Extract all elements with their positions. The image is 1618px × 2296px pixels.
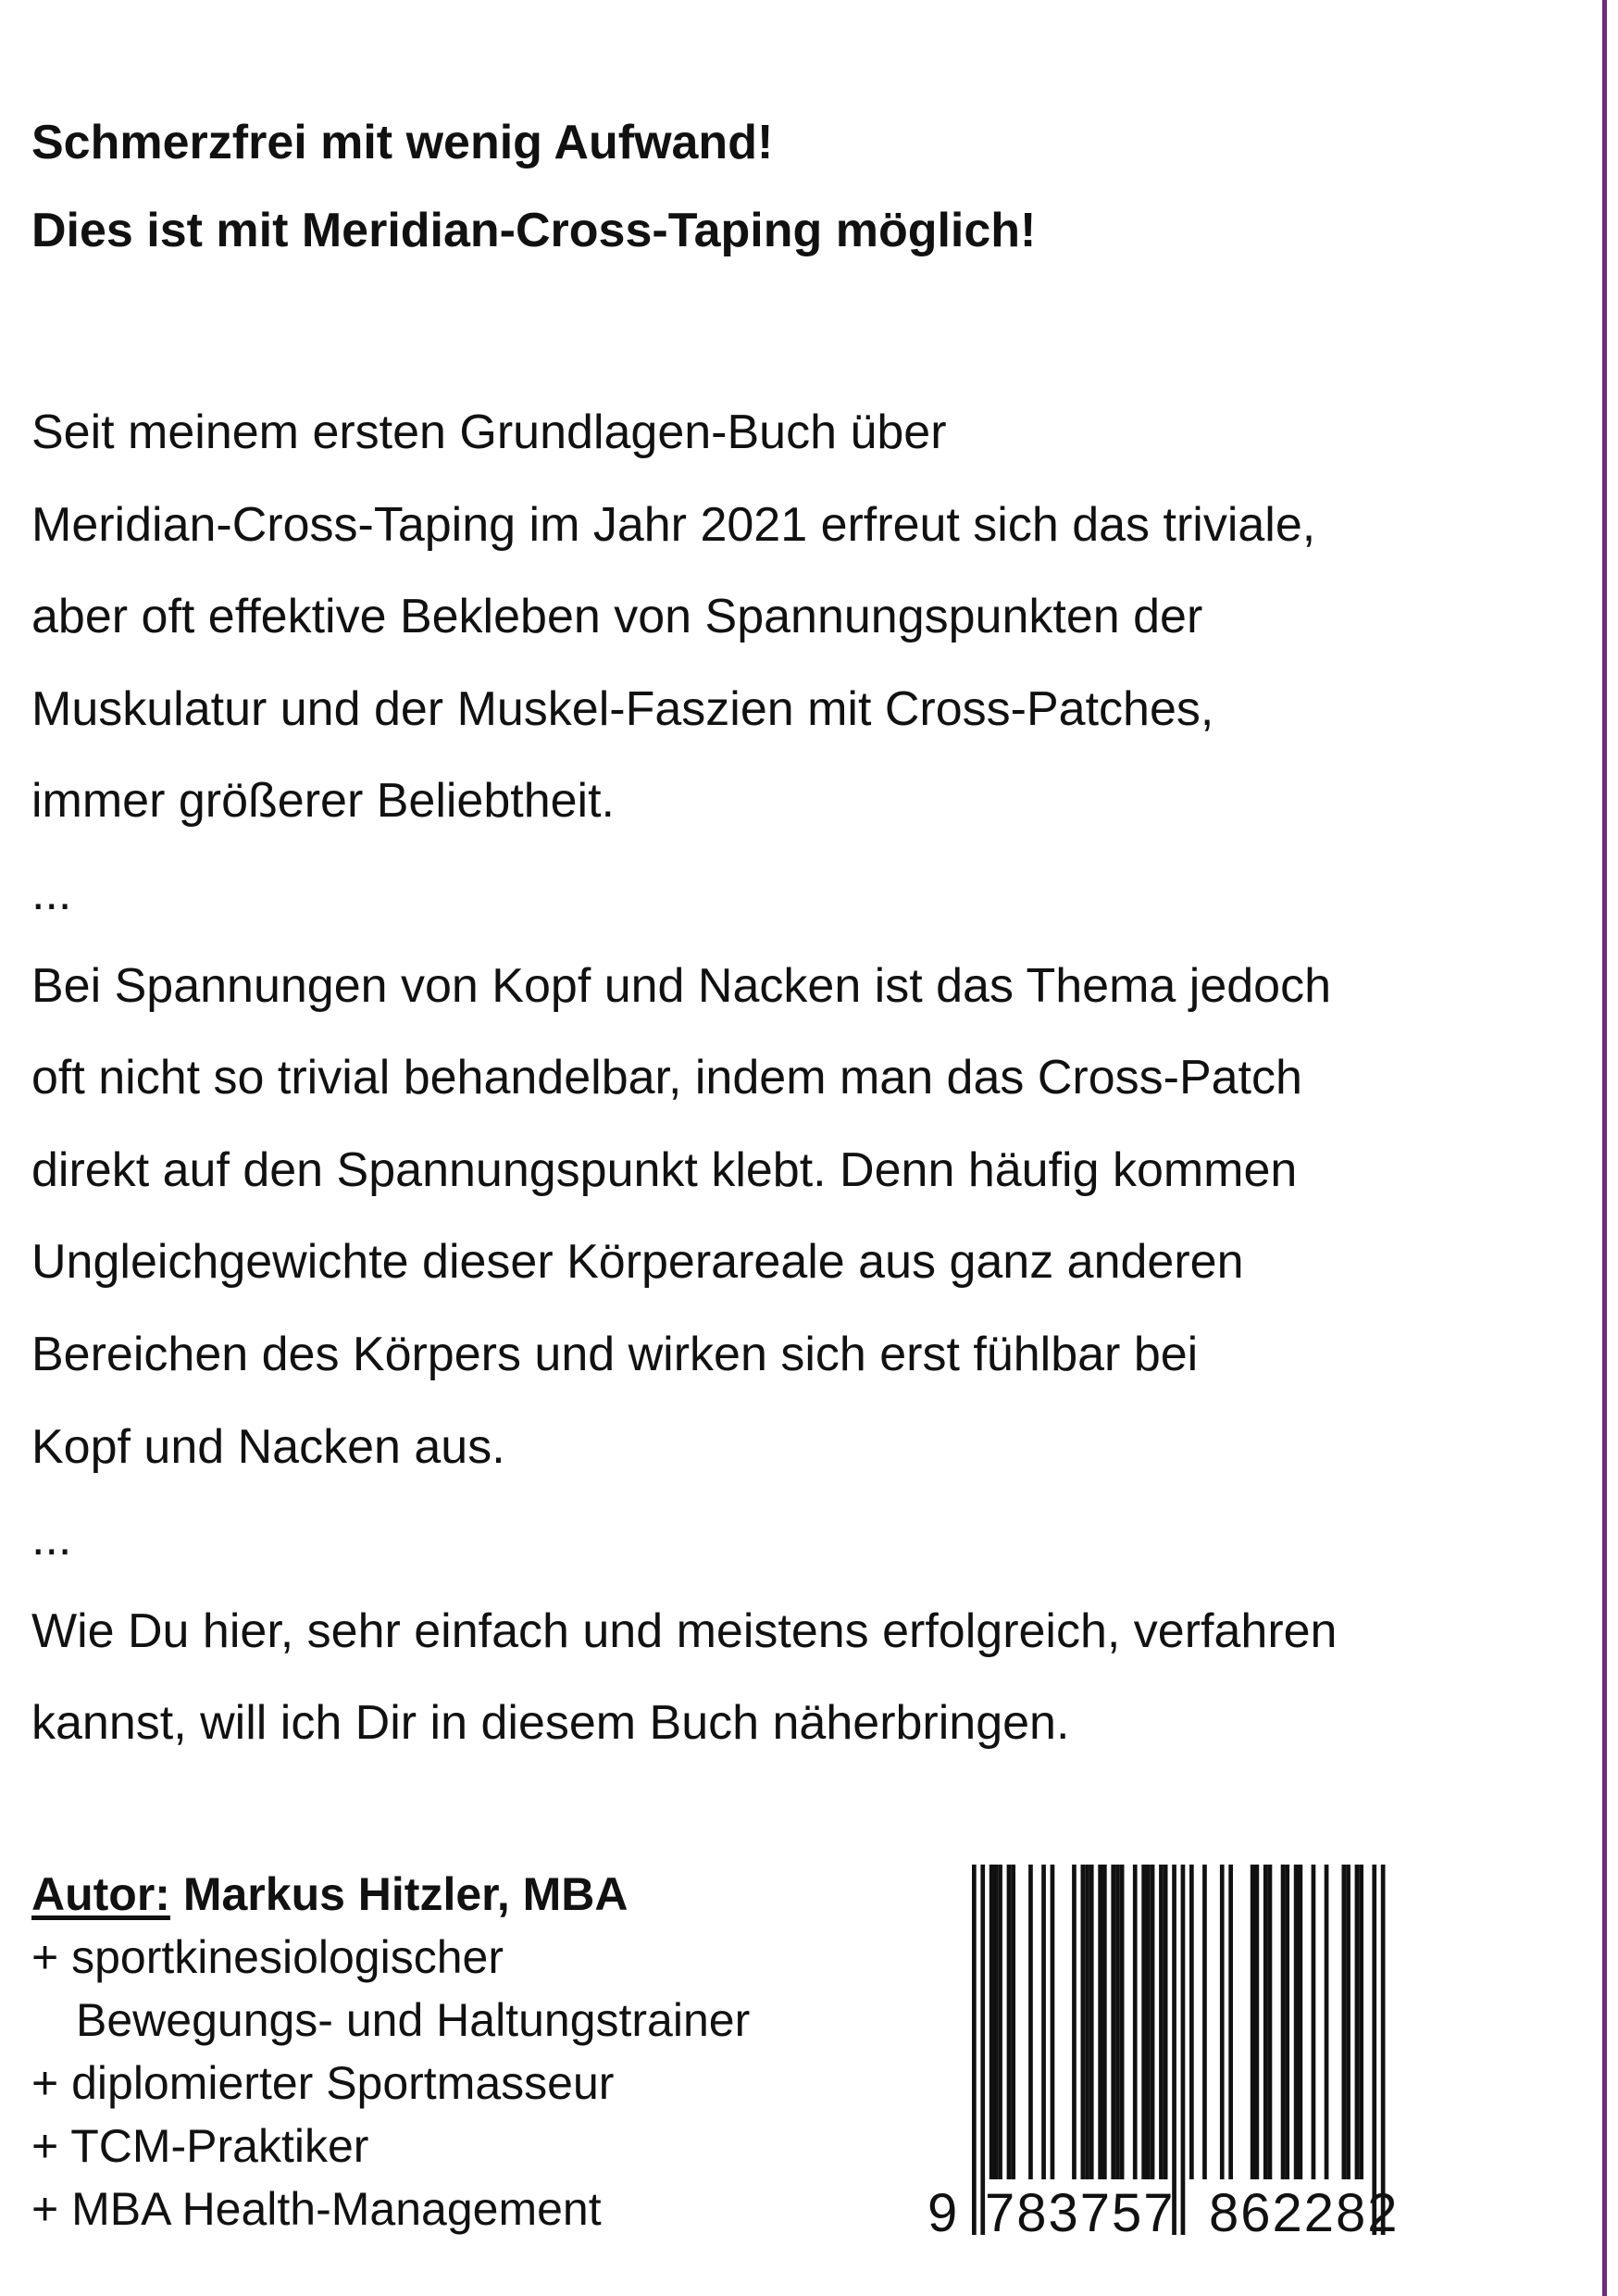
blurb-line: Seit meinem ersten Grundlagen-Buch über: [31, 406, 947, 459]
barcode-bar: [1151, 1865, 1155, 2179]
barcode-bar: [1111, 1865, 1115, 2179]
barcode-bar: [1011, 1865, 1015, 2179]
isbn-barcode: [926, 1865, 1444, 2263]
blurb-line: Bei Spannungen von Kopf und Nacken ist das Thema jedoch: [31, 958, 1331, 1013]
blurb-line: aber oft effektive Bekleben von Spannungspunkten der: [31, 590, 1203, 644]
barcode-bar: [1325, 1865, 1329, 2179]
barcode-digit-group-2: 862282: [1209, 2183, 1400, 2243]
blurb-line: Meridian-Cross-Taping im Jahr 2021 erfreut sich das triviale,: [31, 497, 1316, 552]
barcode-bar: [1268, 1865, 1273, 2179]
barcode-bar: [1189, 1865, 1194, 2179]
barcode-bar: [1141, 1865, 1146, 2179]
barcode-bar: [1007, 1865, 1012, 2179]
barcode-bar: [1355, 1865, 1360, 2179]
blurb-line: Bereichen des Körpers und wirken sich erst fühlbar bei: [31, 1327, 1199, 1381]
credential-item: + diplomierter Sportmasseur: [31, 2057, 615, 2109]
credential-item: + sportkinesiologischer: [31, 1931, 504, 1983]
credential-text: Bewegungs- und Haltungstrainer: [76, 1994, 751, 2046]
barcode-bar: [1294, 1865, 1299, 2179]
barcode-bar: [1098, 1865, 1102, 2179]
barcode-bar: [998, 1865, 1002, 2179]
blurb-line: Muskulatur und der Muskel-Faszien mit Cross-Patches,: [31, 681, 1214, 736]
barcode-bar: [1251, 1865, 1255, 2179]
barcode-bar: [1028, 1865, 1033, 2179]
credential-item-continued: [31, 1989, 750, 2052]
barcode-bar: [1133, 1865, 1138, 2179]
barcode-bar: [1089, 1865, 1094, 2179]
blurb-ellipsis: ...: [31, 866, 72, 920]
barcode-bar: [1120, 1865, 1125, 2179]
barcode-bar: [1220, 1865, 1225, 2179]
blurb-line: immer größerer Beliebtheit.: [31, 774, 615, 829]
barcode-bar: [1255, 1865, 1260, 2179]
barcode-bar: [1051, 1865, 1055, 2179]
barcode-bar: [1342, 1865, 1347, 2179]
barcode-bar: [1164, 1865, 1168, 2179]
author-name: Markus Hitzler, MBA: [169, 1868, 629, 1920]
barcode-bar: [1115, 1865, 1120, 2179]
barcode-bar: [1346, 1865, 1350, 2179]
barcode-bar: [994, 1865, 999, 2179]
credential-item: + MBA Health-Management: [31, 2183, 602, 2235]
barcode-bar: [1081, 1865, 1086, 2179]
author-label: Autor:: [31, 1868, 170, 1920]
author-heading: [31, 1863, 750, 1926]
barcode-bar: [1202, 1865, 1207, 2179]
barcode-bar: [1263, 1865, 1268, 2179]
barcode-bar: [1281, 1865, 1286, 2179]
barcode-lead-digit: 9: [927, 2183, 958, 2243]
barcode-bar: [1359, 1865, 1363, 2179]
author-block: [31, 1863, 750, 2240]
credential-item: + TCM-Praktiker: [31, 2120, 369, 2172]
barcode-bar: [1299, 1865, 1303, 2179]
barcode-bar: [1072, 1865, 1077, 2179]
blurb-line: Ungleichgewichte dieser Körperareale aus ganz anderen: [31, 1235, 1244, 1290]
blurb-ellipsis: ...: [31, 1512, 72, 1566]
blurb-line: oft nicht so trivial behandelbar, indem man das Cross-Patch: [31, 1051, 1302, 1105]
blurb-line: direkt auf den Spannungspunkt klebt. Denn häufig kommen: [31, 1142, 1298, 1197]
headline-line-2: Dies ist mit Meridian-Cross-Taping möglich!: [31, 204, 1037, 257]
blurb-line: Kopf und Nacken aus.: [31, 1419, 505, 1474]
blurb-line: Wie Du hier, sehr einfach und meistens erfolgreich, verfahren: [31, 1603, 1338, 1658]
headline-line-1: Schmerzfrei mit wenig Aufwand!: [31, 116, 774, 169]
blurb-text: [31, 387, 1568, 1770]
barcode-bar: [1312, 1865, 1316, 2179]
barcode-bar: [1085, 1865, 1089, 2179]
barcode-bar: [1102, 1865, 1107, 2179]
barcode-bar: [1285, 1865, 1289, 2179]
barcode-digits: [926, 2172, 1444, 2255]
spine-edge-line: [1602, 0, 1607, 2296]
barcode-digit-group-1: 783757: [985, 2183, 1176, 2243]
barcode-bar: [1041, 1865, 1046, 2179]
blurb-line: kannst, will ich Dir in diesem Buch näherbringen.: [31, 1696, 1070, 1751]
barcode-bar: [1146, 1865, 1151, 2179]
barcode-bar: [1228, 1865, 1233, 2179]
barcode-bar: [1159, 1865, 1164, 2179]
barcode-bar: [989, 1865, 994, 2179]
